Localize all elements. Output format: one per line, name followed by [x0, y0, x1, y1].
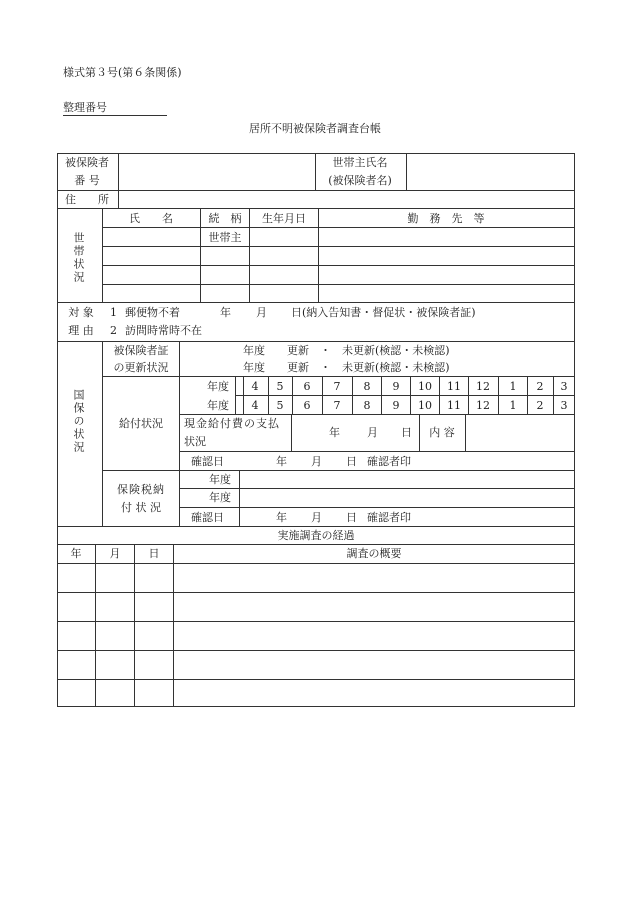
- benefit-fiscal-year-2: 年度: [207, 399, 229, 412]
- reason-month: 月: [256, 306, 267, 319]
- month-2: 2: [536, 380, 544, 393]
- survey-day-header: 日: [148, 547, 160, 560]
- cash-benefit-label: 現金給付費の支払: [184, 417, 280, 430]
- tax-confirm-year: 年: [276, 511, 287, 524]
- month-3: 3: [560, 380, 568, 393]
- ledger-form: [57, 153, 575, 707]
- month-9: 9: [392, 380, 400, 393]
- benefit-confirm-month: 月: [311, 455, 322, 468]
- cash-month: 月: [367, 426, 378, 439]
- household-section-label: 世帯状況: [72, 232, 85, 284]
- reason-day-note: 日(納入告知書・督促状・被保険者証): [291, 306, 476, 319]
- month-1: 1: [509, 399, 517, 412]
- reason-item2-text: 訪問時常時不在: [125, 324, 202, 337]
- tax-confirm-day: 日: [346, 511, 357, 524]
- cash-benefit-label-line2: 状況: [184, 435, 206, 448]
- benefit-confirm-year: 年: [276, 455, 287, 468]
- reference-number-label: 整理番号: [63, 101, 107, 114]
- household-relation-header: 続 柄: [208, 212, 242, 225]
- benefit-confirm-day: 日: [346, 455, 357, 468]
- month-2: 2: [536, 399, 544, 412]
- insured-number-label: 被保険者: [65, 156, 109, 169]
- cash-day: 日: [401, 426, 412, 439]
- reason-label: 対 象: [68, 306, 94, 319]
- household-birthdate-header: 生年月日: [262, 212, 306, 225]
- kokuho-section-label: 国保の状況: [72, 389, 85, 454]
- month-7: 7: [333, 399, 341, 412]
- survey-summary-header: 調査の概要: [346, 547, 402, 560]
- household-head-relation: 世帯主: [208, 231, 242, 244]
- month-8: 8: [363, 399, 371, 412]
- benefit-confirm-date-label: 確認日: [191, 455, 224, 468]
- tax-confirm-date-label: 確認日: [191, 511, 224, 524]
- reason-item1-text: 郵便物不着: [125, 306, 180, 319]
- tax-confirmer-seal: 確認者印: [367, 511, 411, 524]
- month-1: 1: [509, 380, 517, 393]
- form-grid: [57, 153, 575, 707]
- month-5: 5: [276, 380, 284, 393]
- month-8: 8: [363, 380, 371, 393]
- reason-item2-number: 2: [110, 324, 117, 337]
- cash-year: 年: [329, 426, 340, 439]
- address-label: 住 所: [65, 193, 109, 206]
- reason-year: 年: [220, 306, 231, 319]
- tax-fiscal-year-1: 年度: [209, 473, 231, 486]
- benefit-confirmer-seal: 確認者印: [367, 455, 411, 468]
- month-6: 6: [303, 399, 311, 412]
- reason-item1-number: 1: [110, 306, 117, 319]
- month-5: 5: [276, 399, 284, 412]
- month-12: 12: [476, 380, 490, 393]
- benefit-status-label: 給付状況: [119, 417, 163, 430]
- benefit-fiscal-year-1: 年度: [207, 380, 229, 393]
- renewal-status-2: 年度 更新 ・ 未更新(検認・未検認): [243, 361, 450, 374]
- month-4: 4: [251, 380, 259, 393]
- tax-fiscal-year-2: 年度: [209, 491, 231, 504]
- month-12: 12: [476, 399, 490, 412]
- month-3: 3: [560, 399, 568, 412]
- tax-payment-label-line2: 付 状 況: [121, 501, 161, 514]
- month-9: 9: [392, 399, 400, 412]
- householder-name-label: 世帯主氏名: [332, 156, 388, 169]
- renewal-status-1: 年度 更新 ・ 未更新(検認・未検認): [243, 344, 450, 357]
- survey-month-header: 月: [109, 547, 121, 560]
- survey-year-header: 年: [70, 547, 82, 560]
- month-7: 7: [333, 380, 341, 393]
- renewal-label: 被保険者証: [113, 344, 169, 357]
- month-4: 4: [251, 399, 259, 412]
- renewal-label-line2: の更新状況: [113, 361, 169, 374]
- insured-number-label-line2: 番 号: [74, 174, 100, 187]
- month-10: 10: [418, 399, 432, 412]
- form-number: 様式第３号(第６条関係): [63, 66, 182, 79]
- month-10: 10: [418, 380, 432, 393]
- document-title: 居所不明被保険者調査台帳: [249, 122, 381, 135]
- household-workplace-header: 勤 務 先 等: [407, 212, 485, 225]
- month-11: 11: [447, 399, 461, 412]
- reference-number-underline: [63, 115, 167, 116]
- tax-confirm-month: 月: [311, 511, 322, 524]
- insured-name-label: (被保険者名): [328, 174, 392, 187]
- tax-payment-label: 保険税納: [117, 483, 165, 496]
- content-label: 内 容: [429, 426, 455, 439]
- household-name-header: 氏 名: [129, 212, 173, 225]
- month-11: 11: [447, 380, 461, 393]
- survey-log-title: 実施調査の経過: [277, 529, 355, 542]
- month-6: 6: [303, 380, 311, 393]
- reason-label-line2: 理 由: [68, 324, 94, 337]
